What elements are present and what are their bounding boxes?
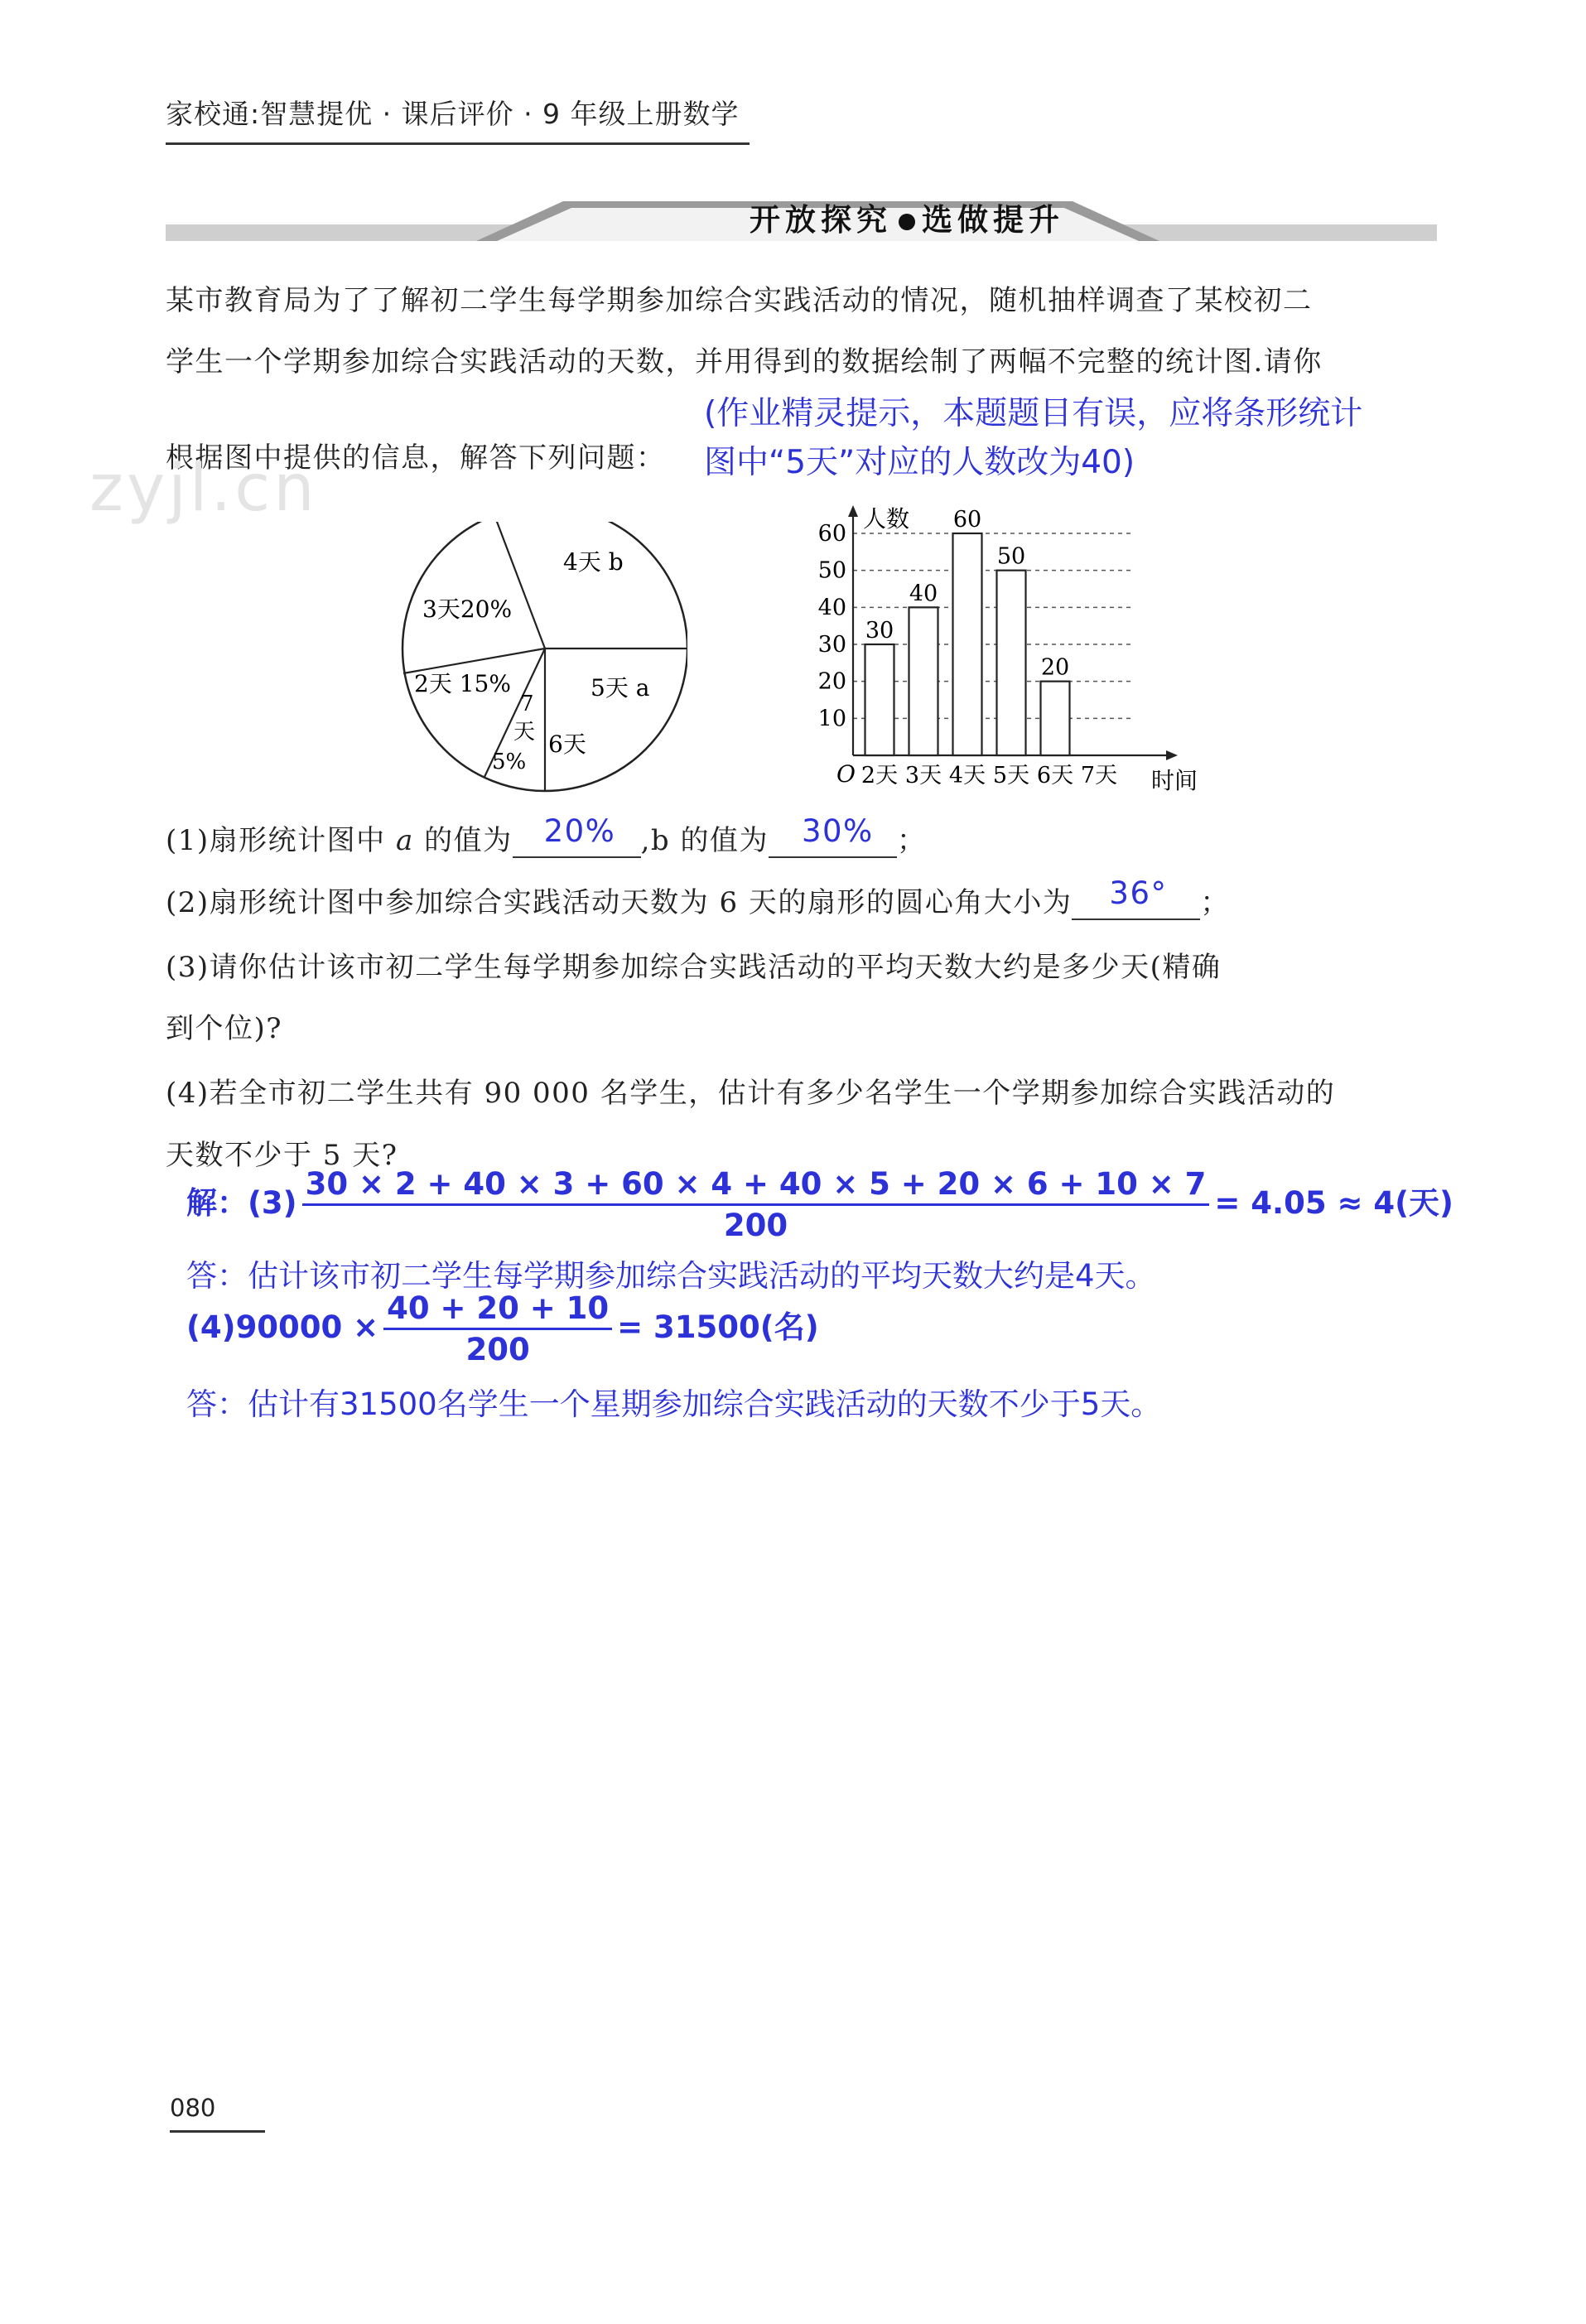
bar-value-label: 50: [996, 543, 1026, 570]
solution-4-denominator: 200: [465, 1332, 530, 1367]
question-4-line-1: (4)若全市初二学生共有 90 000 名学生，估计有多少名学生一个学期参加综合实践活动的: [166, 1077, 1336, 1110]
answer-b-field[interactable]: [769, 812, 897, 858]
page-number: 080: [170, 2094, 216, 2122]
answer-b-value: 30%: [801, 812, 874, 849]
question-2: [166, 875, 1230, 920]
section-banner: [166, 195, 1437, 246]
answer-a-field[interactable]: [513, 812, 641, 858]
bar-chart: [803, 497, 1234, 803]
solution-3-fraction: [302, 1166, 1210, 1243]
y-tick-label: 10: [817, 706, 846, 732]
page-number-rule: [170, 2130, 265, 2133]
solution-3-answer: 答：估计该市初二学生每学期参加综合实践活动的平均天数大约是4天。: [186, 1258, 1156, 1294]
y-axis-label: 人数: [863, 505, 910, 533]
q1-text-e: ；: [896, 824, 927, 857]
q2-text: (2)扇形统计图中参加综合实践活动天数为 6 天的扇形的圆心角大小为: [166, 886, 1073, 919]
origin-label: O: [836, 760, 856, 788]
solution-3-numerator: 30 × 2 + 40 × 3 + 60 × 4 + 40 × 5 + 20 × 6 + 10 × 7: [302, 1166, 1210, 1206]
banner-title-right: 选做提升: [922, 202, 1064, 238]
x-tick-label: 4天: [948, 763, 986, 788]
answer-angle-value: 36°: [1109, 875, 1168, 911]
solution-3-formula: [186, 1166, 1453, 1243]
q1-text-a: (1)扇形统计图中: [166, 824, 386, 857]
x-tick-label: 7天: [1080, 763, 1118, 788]
bar: [953, 533, 982, 755]
answer-angle-field[interactable]: [1072, 875, 1200, 920]
note-line-2: 图中“5天”对应的人数改为40): [704, 444, 1135, 481]
q1-text-c: 的值为: [424, 824, 513, 857]
solution-4-prefix: (4)90000 ×: [186, 1309, 379, 1345]
watermark: zyjl.cn: [89, 451, 318, 526]
problem-line-3: 根据图中提供的信息，解答下列问题：: [166, 441, 666, 475]
bar-value-label: 20: [1040, 654, 1070, 681]
solution-3-denominator: 200: [723, 1208, 788, 1243]
pie-label-4days: 4天 b: [563, 548, 624, 576]
x-tick-label: 2天: [860, 763, 899, 788]
q1-var-a: a: [395, 824, 414, 857]
solution-4-fraction: [383, 1290, 612, 1367]
bar: [865, 644, 894, 755]
bar: [997, 571, 1026, 755]
pie-label-6days: 6天: [548, 730, 586, 758]
question-4-line-2: 天数不少于 5 天?: [166, 1139, 398, 1172]
question-1: [166, 812, 927, 858]
pie-label-2days: 2天 15%: [414, 670, 511, 697]
solution-4-numerator: 40 + 20 + 10: [383, 1290, 612, 1330]
solution-3-result: = 4.05 ≈ 4(天): [1214, 1185, 1453, 1221]
pie-label-7days-c: 5%: [492, 750, 527, 774]
question-3-line-2: 到个位)?: [166, 1012, 282, 1045]
pie-label-5days: 5天 a: [591, 674, 650, 702]
solution-4-formula: [186, 1290, 819, 1367]
solution-4-result: = 31500(名): [617, 1309, 819, 1345]
problem-line-1: 某市教育局为了了解初二学生每学期参加综合实践活动的情况，随机抽样调查了某校初二: [166, 284, 1313, 317]
bar: [1041, 682, 1070, 755]
y-tick-label: 40: [817, 595, 846, 621]
header-rule: [166, 142, 750, 145]
q2-text-end: ；: [1200, 886, 1230, 919]
y-axis-arrow-icon: [848, 505, 858, 517]
pie-label-3days: 3天20%: [422, 595, 513, 623]
teacher-note: [704, 389, 1362, 487]
bar-value-label: 40: [909, 581, 938, 607]
problem-line-2: 学生一个学期参加综合实践活动的天数，并用得到的数据绘制了两幅不完整的统计图.请你: [166, 345, 1323, 378]
bar-value-label: 60: [952, 507, 982, 533]
q1-text-d: ,b 的值为: [640, 824, 769, 857]
page-header: 家校通:智慧提优 · 课后评价 · 9 年级上册数学: [166, 98, 740, 130]
y-tick-label: 30: [817, 632, 846, 658]
x-tick-label: 6天: [1036, 763, 1074, 788]
banner-title-left: 开放探究: [750, 202, 892, 238]
question-3-line-1: (3)请你估计该市初二学生每学期参加综合实践活动的平均天数大约是多少天(精确: [166, 951, 1222, 984]
answer-a-value: 20%: [543, 812, 616, 849]
bar: [909, 607, 938, 755]
y-tick-label: 50: [817, 557, 846, 584]
y-tick-label: 60: [817, 521, 846, 547]
solution-3-prefix: 解：(3): [186, 1185, 297, 1221]
bullet-icon: [899, 214, 915, 230]
note-line-1: (作业精灵提示，本题题目有误，应将条形统计: [704, 395, 1363, 432]
banner-title: [750, 195, 1064, 239]
x-axis-label: 时间: [1151, 767, 1198, 794]
y-tick-label: 20: [817, 668, 846, 695]
x-tick-label: 3天: [904, 763, 942, 788]
pie-label-7days-a: 7: [520, 692, 534, 716]
x-axis-arrow-icon: [1166, 750, 1178, 760]
solution-4-answer: 答：估计有31500名学生一个星期参加综合实践活动的天数不少于5天。: [186, 1386, 1162, 1422]
pie-label-7days-b: 天: [513, 720, 536, 745]
bar-value-label: 30: [865, 618, 894, 644]
pie-chart: [389, 522, 687, 803]
x-tick-label: 5天: [992, 763, 1030, 788]
